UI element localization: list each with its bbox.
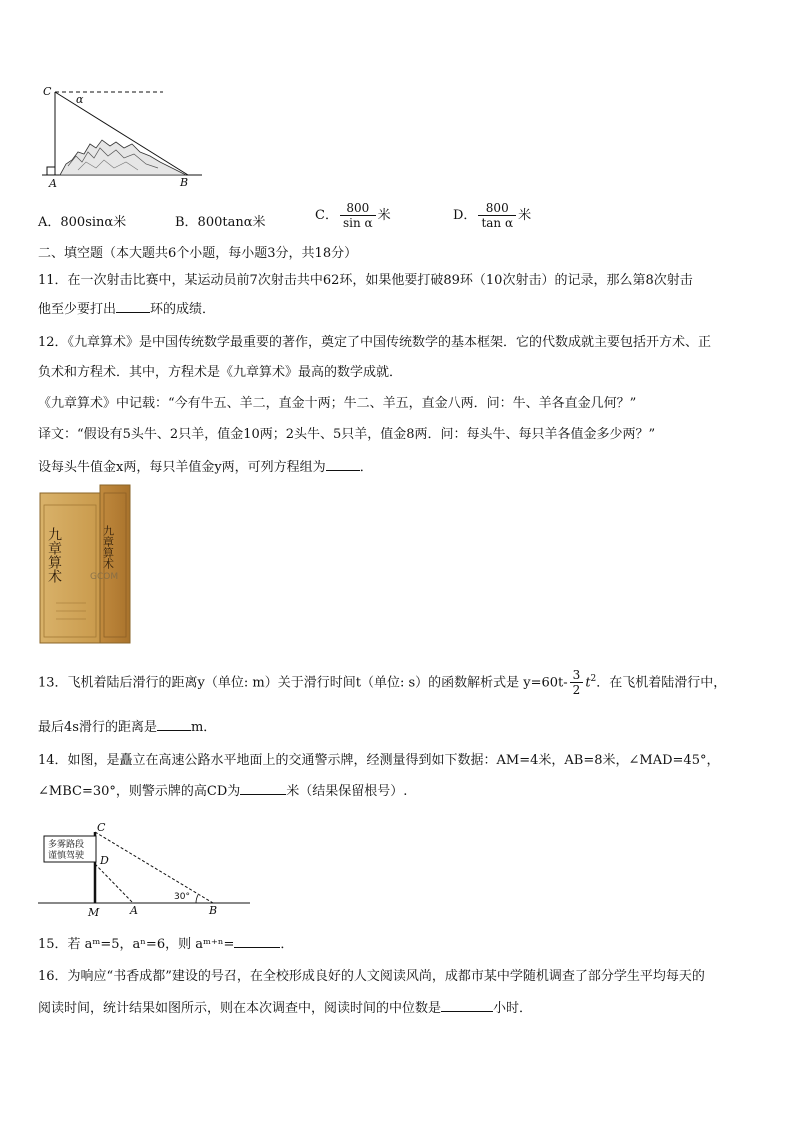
q11-text-a: 他至少要打出 [38, 302, 117, 317]
option-a [38, 211, 126, 230]
q16-text-a: 阅读时间，统计结果如图所示，则在本次调查中，阅读时间的中位数是 [38, 1001, 442, 1016]
q13-prefix: 13．飞机着陆后滑行的距离y（单位: m）关于滑行时间t（单位: s）的函数解析式是 y=60t- [38, 675, 568, 691]
q16-line2 [38, 999, 532, 1018]
label-alpha: α [76, 93, 84, 106]
q11-line1: 11．在一次射击比赛中，某运动员前7次射击共中62环，如果他要打破89环（10次射击）的记录，那么第8次射击 [38, 273, 693, 288]
q13-fraction-den: 2 [572, 683, 581, 698]
option-c [315, 201, 391, 230]
q16-text-b: 小时． [493, 1001, 533, 1016]
label-b: B [180, 176, 189, 189]
fig14-label-a: A [130, 904, 138, 917]
option-c-fraction [340, 201, 376, 230]
warning-sign-figure [38, 820, 252, 920]
mountain-triangle-figure [38, 82, 208, 190]
q12-line3: 《九章算术》中记载：“今有牛五、羊二，直金十两；牛二、羊五，直金八两．问：牛、羊各直金几何？” [38, 396, 637, 411]
section-heading: 二、填空题（本大题共6个小题，每小题3分，共18分） [38, 246, 358, 261]
option-c-numerator: 800 [340, 201, 376, 216]
fig14-label-d: D [100, 854, 109, 867]
q16-answer-blank[interactable] [441, 999, 493, 1012]
q13-fraction [570, 668, 584, 697]
book-title: 九章算术 [46, 527, 62, 583]
fig14-angle: 30° [174, 892, 190, 902]
book-image [38, 483, 134, 645]
option-d-numerator: 800 [478, 201, 516, 216]
fig14-label-c: C [97, 821, 106, 834]
q14-text-a: ∠MBC=30°，则警示牌的高CD为 [38, 784, 241, 799]
sign-line1: 多雾路段 [48, 840, 85, 850]
q14-line2 [38, 782, 407, 801]
q15-answer-blank[interactable] [234, 935, 280, 948]
label-a: A [49, 177, 57, 190]
q12-answer-blank[interactable] [326, 458, 360, 471]
option-b-text: B．800tanα米 [175, 215, 266, 230]
option-c-denominator: sin α [342, 216, 373, 230]
q16-line1: 16．为响应“书香成都”建设的号召，在全校形成良好的人文阅读风尚，成都市某中学随机调查了部分学生平均每天的 [38, 969, 705, 984]
q11-answer-blank[interactable] [116, 300, 150, 313]
option-c-suffix: 米 [377, 208, 391, 223]
q12-text-a: 设每头牛值金x两，每只羊值金y两，可列方程组为 [38, 460, 326, 475]
q13-answer-blank[interactable] [157, 718, 191, 731]
q12-line1: 12．《九章算术》是中国传统数学最重要的著作，奠定了中国传统数学的基本框架．它的代数成就主要包括开方术、正 [38, 335, 712, 350]
q12-text-b: ． [359, 460, 373, 475]
q11-line2 [38, 300, 215, 319]
q13-text-a: 最后4s滑行的距离是 [38, 720, 157, 735]
q14-text-b: 米（结果保留根号）. [286, 784, 408, 799]
option-c-prefix: C． [315, 208, 338, 223]
q13-var: t [585, 675, 591, 691]
book-watermark: GCOM [90, 572, 119, 582]
q13-suffix: ．在飞机着陆滑行中， [596, 675, 727, 691]
q12-line2: 负术和方程术．其中，方程术是《九章算术》最高的数学成就． [38, 365, 403, 380]
option-d [453, 201, 531, 230]
sign-line2: 谨慎驾驶 [48, 851, 85, 861]
option-d-suffix: 米 [518, 208, 532, 223]
q15-end: ． [280, 937, 294, 952]
fig14-label-m: M [88, 906, 100, 919]
q15-line [38, 935, 293, 954]
q14-answer-blank[interactable] [240, 782, 286, 795]
book-spine-title: 九章算术 [101, 525, 115, 569]
fig14-label-b: B [209, 904, 218, 917]
q14-line1: 14．如图，是矗立在高速公路水平地面上的交通警示牌，经测量得到如下数据：AM=4米，AB=8米，∠MAD=45°， [38, 753, 720, 768]
option-a-text: A．800sinα米 [38, 215, 127, 230]
option-d-denominator: tan α [481, 216, 514, 230]
q12-line4: 译文：“假设有5头牛、2只羊，值金10两；2头牛、5只羊，值金8两．问：每头牛、每只羊各值金多少两？” [38, 427, 656, 442]
option-d-prefix: D． [453, 208, 477, 223]
q13-fraction-num: 3 [570, 668, 584, 683]
q13-text-b: m． [190, 720, 217, 735]
q11-text-b: 环的成绩． [150, 302, 216, 317]
option-d-fraction [478, 201, 516, 230]
option-b [175, 211, 266, 230]
q13-line1 [38, 664, 726, 698]
label-c: C [43, 85, 52, 98]
q13-exp: 2 [590, 674, 597, 684]
q13-line2 [38, 718, 216, 737]
q12-line5 [38, 458, 373, 477]
q15-text: 15．若 aᵐ=5，aⁿ=6，则 aᵐ⁺ⁿ= [38, 937, 235, 952]
